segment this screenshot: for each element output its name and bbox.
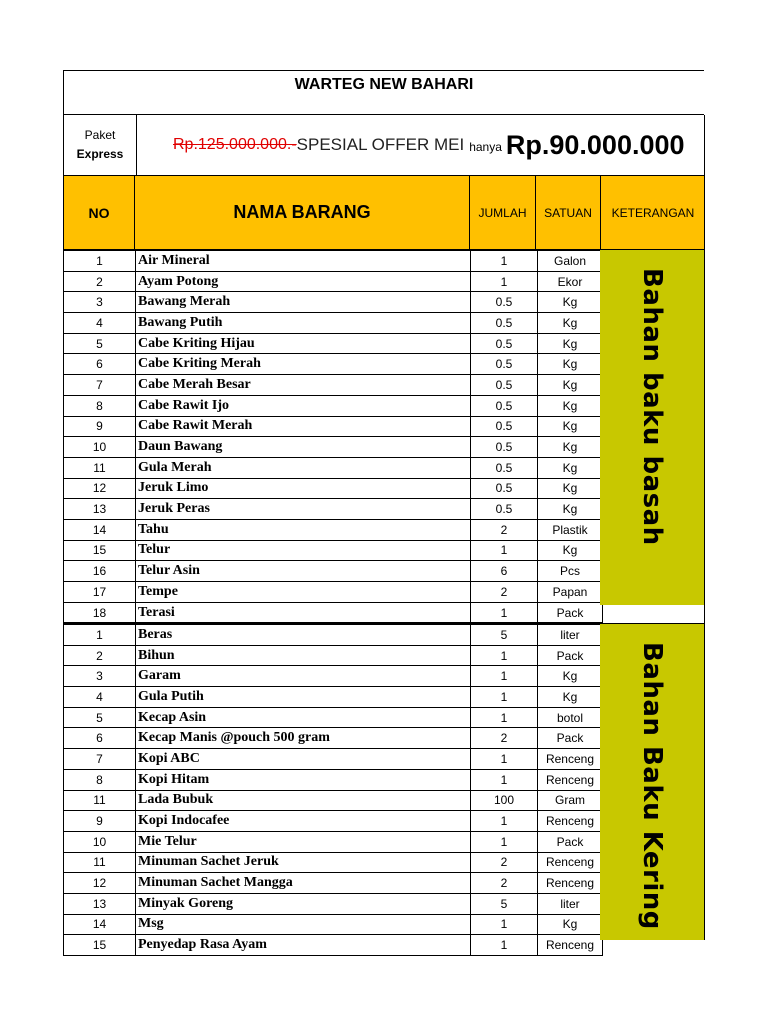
item-jumlah: 0.5	[471, 457, 538, 478]
sheet-title: WARTEG NEW BAHARI	[63, 70, 704, 115]
items-table-kering	[63, 624, 603, 956]
item-name: Beras	[136, 625, 471, 646]
table-row	[64, 416, 603, 437]
paket-cell	[64, 115, 137, 175]
item-name: Lada Bubuk	[136, 790, 471, 811]
item-satuan: Papan	[538, 582, 603, 603]
item-jumlah: 0.5	[471, 375, 538, 396]
item-jumlah: 1	[471, 687, 538, 708]
item-name: Kecap Manis @pouch 500 gram	[136, 728, 471, 749]
item-name: Kopi ABC	[136, 749, 471, 770]
items-table-basah	[63, 250, 603, 623]
item-jumlah: 1	[471, 271, 538, 292]
table-row	[64, 749, 603, 770]
item-satuan: Kg	[538, 499, 603, 520]
item-no: 7	[64, 375, 136, 396]
table-row	[64, 292, 603, 313]
item-satuan: liter	[538, 893, 603, 914]
item-satuan: Pack	[538, 728, 603, 749]
header-satuan: SATUAN	[536, 176, 601, 249]
table-row	[64, 375, 603, 396]
item-jumlah: 1	[471, 831, 538, 852]
table-row	[64, 811, 603, 832]
table-row	[64, 540, 603, 561]
table-row	[64, 582, 603, 603]
table-row	[64, 935, 603, 956]
item-no: 6	[64, 354, 136, 375]
item-no: 9	[64, 416, 136, 437]
item-no: 1	[64, 251, 136, 272]
item-satuan: Kg	[538, 292, 603, 313]
item-satuan: Kg	[538, 354, 603, 375]
item-no: 2	[64, 271, 136, 292]
item-satuan: Kg	[538, 375, 603, 396]
item-name: Bihun	[136, 645, 471, 666]
item-name: Cabe Merah Besar	[136, 375, 471, 396]
item-no: 11	[64, 790, 136, 811]
item-name: Cabe Kriting Hijau	[136, 333, 471, 354]
item-jumlah: 5	[471, 625, 538, 646]
table-row	[64, 395, 603, 416]
item-no: 14	[64, 519, 136, 540]
item-satuan: Renceng	[538, 749, 603, 770]
item-name: Terasi	[136, 602, 471, 623]
item-no: 11	[64, 852, 136, 873]
item-name: Garam	[136, 666, 471, 687]
item-jumlah: 0.5	[471, 313, 538, 334]
item-satuan: Kg	[538, 666, 603, 687]
item-satuan: Kg	[538, 478, 603, 499]
item-satuan: Renceng	[538, 935, 603, 956]
item-no: 3	[64, 666, 136, 687]
item-jumlah: 1	[471, 914, 538, 935]
item-name: Jeruk Peras	[136, 499, 471, 520]
item-jumlah: 0.5	[471, 395, 538, 416]
offer-text: SPESIAL OFFER MEI	[296, 135, 465, 154]
item-no: 8	[64, 395, 136, 416]
item-satuan: Renceng	[538, 852, 603, 873]
item-jumlah: 100	[471, 790, 538, 811]
item-jumlah: 2	[471, 852, 538, 873]
table-row	[64, 313, 603, 334]
item-name: Cabe Rawit Merah	[136, 416, 471, 437]
old-price: Rp.125.000.000.-	[173, 136, 297, 153]
keterangan-kering: Bahan Baku Kering	[637, 642, 667, 930]
item-no: 4	[64, 687, 136, 708]
promo-row	[63, 115, 705, 176]
table-row	[64, 499, 603, 520]
item-name: Gula Putih	[136, 687, 471, 708]
item-jumlah: 0.5	[471, 333, 538, 354]
spacer-row	[63, 605, 705, 624]
item-jumlah: 0.5	[471, 292, 538, 313]
item-no: 4	[64, 313, 136, 334]
column-header-row	[63, 176, 705, 250]
item-no: 1	[64, 625, 136, 646]
keterangan-basah: Bahan baku basah	[637, 268, 667, 546]
table-row	[64, 893, 603, 914]
table-row	[64, 852, 603, 873]
item-satuan: Renceng	[538, 811, 603, 832]
table-row	[64, 333, 603, 354]
item-satuan: Pcs	[538, 561, 603, 582]
item-satuan: Kg	[538, 437, 603, 458]
offer-cell	[137, 115, 704, 175]
item-name: Minuman Sachet Mangga	[136, 873, 471, 894]
item-no: 9	[64, 811, 136, 832]
item-name: Daun Bawang	[136, 437, 471, 458]
item-name: Mie Telur	[136, 831, 471, 852]
paket-type: Express	[76, 147, 124, 161]
hanya-label: hanya	[469, 140, 502, 154]
item-name: Bawang Putih	[136, 313, 471, 334]
item-name: Tahu	[136, 519, 471, 540]
item-name: Tempe	[136, 582, 471, 603]
item-jumlah: 1	[471, 666, 538, 687]
table-row	[64, 437, 603, 458]
keterangan-kering-cell	[600, 624, 705, 940]
table-row	[64, 354, 603, 375]
item-jumlah: 1	[471, 602, 538, 623]
item-no: 5	[64, 707, 136, 728]
item-no: 16	[64, 561, 136, 582]
table-row	[64, 728, 603, 749]
item-name: Ayam Potong	[136, 271, 471, 292]
item-no: 17	[64, 582, 136, 603]
item-no: 12	[64, 873, 136, 894]
item-jumlah: 2	[471, 873, 538, 894]
table-row	[64, 625, 603, 646]
item-no: 15	[64, 540, 136, 561]
item-name: Cabe Rawit Ijo	[136, 395, 471, 416]
item-jumlah: 1	[471, 769, 538, 790]
header-nama-barang: NAMA BARANG	[135, 176, 470, 249]
table-row	[64, 251, 603, 272]
table-row	[64, 271, 603, 292]
item-jumlah: 0.5	[471, 437, 538, 458]
item-no: 3	[64, 292, 136, 313]
item-jumlah: 2	[471, 728, 538, 749]
table-row	[64, 561, 603, 582]
header-no: NO	[64, 176, 135, 249]
item-satuan: Ekor	[538, 271, 603, 292]
item-no: 18	[64, 602, 136, 623]
table-row	[64, 457, 603, 478]
item-no: 13	[64, 893, 136, 914]
table-row	[64, 831, 603, 852]
item-satuan: Kg	[538, 395, 603, 416]
item-no: 5	[64, 333, 136, 354]
item-jumlah: 1	[471, 251, 538, 272]
item-jumlah: 1	[471, 935, 538, 956]
item-jumlah: 1	[471, 540, 538, 561]
item-name: Kopi Hitam	[136, 769, 471, 790]
item-satuan: Kg	[538, 313, 603, 334]
item-no: 8	[64, 769, 136, 790]
item-name: Jeruk Limo	[136, 478, 471, 499]
item-satuan: Kg	[538, 416, 603, 437]
item-jumlah: 0.5	[471, 499, 538, 520]
paket-label: Paket	[84, 128, 116, 142]
table-row	[64, 687, 603, 708]
item-satuan: botol	[538, 707, 603, 728]
item-satuan: Renceng	[538, 873, 603, 894]
item-satuan: liter	[538, 625, 603, 646]
table-row	[64, 666, 603, 687]
item-name: Kopi Indocafee	[136, 811, 471, 832]
item-jumlah: 1	[471, 749, 538, 770]
item-name: Gula Merah	[136, 457, 471, 478]
item-satuan: Kg	[538, 687, 603, 708]
item-satuan: Kg	[538, 540, 603, 561]
item-satuan: Renceng	[538, 769, 603, 790]
table-row	[64, 519, 603, 540]
item-satuan: Pack	[538, 831, 603, 852]
header-jumlah: JUMLAH	[470, 176, 536, 249]
item-no: 13	[64, 499, 136, 520]
item-satuan: Pack	[538, 602, 603, 623]
item-jumlah: 0.5	[471, 416, 538, 437]
item-name: Minyak Goreng	[136, 893, 471, 914]
item-name: Penyedap Rasa Ayam	[136, 935, 471, 956]
item-jumlah: 1	[471, 811, 538, 832]
table-row	[64, 478, 603, 499]
item-name: Bawang Merah	[136, 292, 471, 313]
table-row	[64, 645, 603, 666]
item-jumlah: 6	[471, 561, 538, 582]
item-no: 10	[64, 437, 136, 458]
item-no: 15	[64, 935, 136, 956]
table-row	[64, 769, 603, 790]
item-jumlah: 0.5	[471, 354, 538, 375]
item-no: 7	[64, 749, 136, 770]
item-satuan: Gram	[538, 790, 603, 811]
item-name: Msg	[136, 914, 471, 935]
item-jumlah: 2	[471, 519, 538, 540]
table-row	[64, 914, 603, 935]
keterangan-basah-cell	[600, 250, 705, 605]
item-no: 14	[64, 914, 136, 935]
item-name: Kecap Asin	[136, 707, 471, 728]
item-jumlah: 1	[471, 645, 538, 666]
item-name: Air Mineral	[136, 251, 471, 272]
item-no: 10	[64, 831, 136, 852]
item-satuan: Kg	[538, 914, 603, 935]
table-row	[64, 873, 603, 894]
item-name: Minuman Sachet Jeruk	[136, 852, 471, 873]
item-name: Telur	[136, 540, 471, 561]
item-no: 11	[64, 457, 136, 478]
table-row	[64, 707, 603, 728]
item-satuan: Galon	[538, 251, 603, 272]
item-satuan: Plastik	[538, 519, 603, 540]
item-satuan: Kg	[538, 457, 603, 478]
item-name: Telur Asin	[136, 561, 471, 582]
new-price: Rp.90.000.000	[505, 129, 685, 160]
item-satuan: Kg	[538, 333, 603, 354]
item-jumlah: 0.5	[471, 478, 538, 499]
item-no: 2	[64, 645, 136, 666]
table-row	[64, 790, 603, 811]
item-name: Cabe Kriting Merah	[136, 354, 471, 375]
item-no: 12	[64, 478, 136, 499]
item-no: 6	[64, 728, 136, 749]
item-jumlah: 1	[471, 707, 538, 728]
item-jumlah: 2	[471, 582, 538, 603]
item-jumlah: 5	[471, 893, 538, 914]
item-satuan: Pack	[538, 645, 603, 666]
header-keterangan: KETERANGAN	[611, 205, 695, 220]
